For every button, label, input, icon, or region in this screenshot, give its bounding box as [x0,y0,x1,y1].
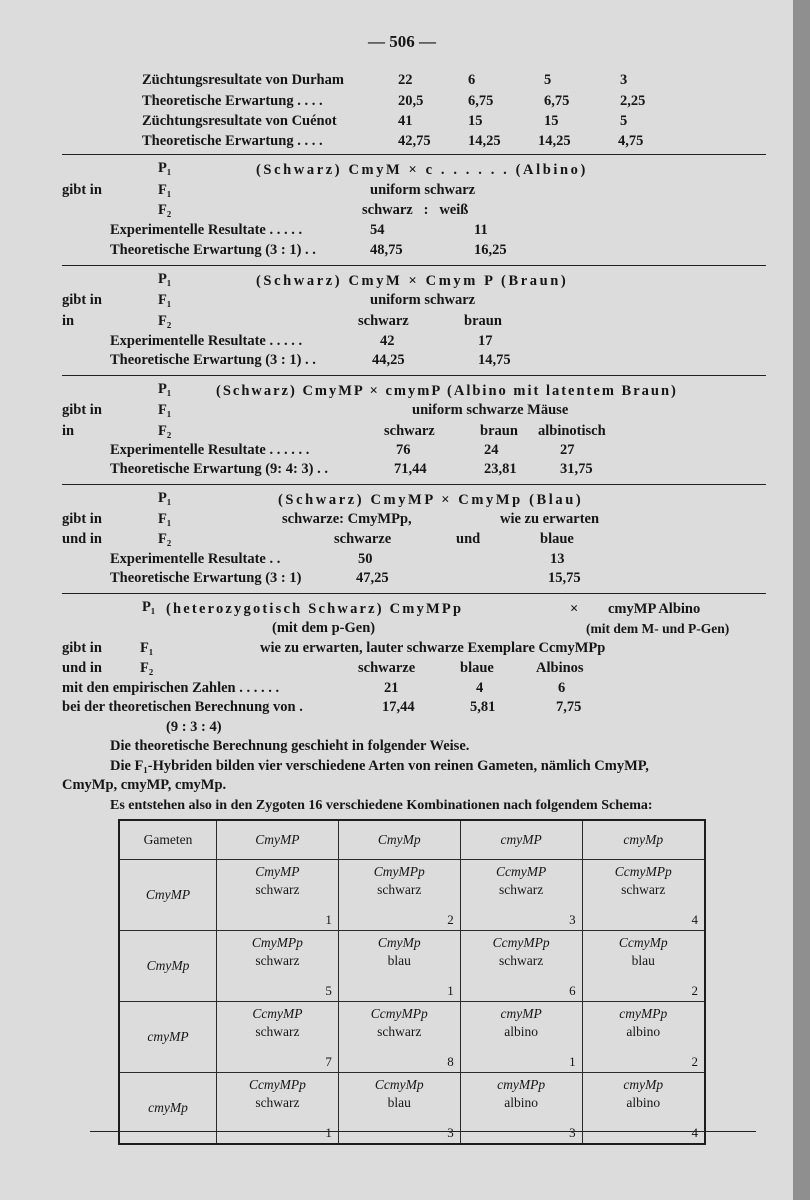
table-corner: Gameten [119,820,217,860]
c3-theo-v2: 23,81 [484,461,517,477]
cell-genotype: CcmyMp [618,935,668,950]
rule-bottom [90,1131,756,1132]
col-header-1: CmyMP [217,820,339,860]
cell-genotype: CcmyMPp [492,935,550,950]
table-cell [217,1073,339,1145]
c3-p1: P₁ [158,381,172,397]
cell-phenotype: schwarz [499,882,544,897]
table-cell [582,1073,705,1145]
c5-theo-v2: 5,81 [470,699,496,715]
col-header-2: CmyMp [338,820,460,860]
cell-phenotype: schwarz [255,1024,300,1039]
table-cell [460,1073,582,1145]
top-row-2-label: Theoretische Erwartung . . . . [142,93,323,109]
top-row-1-v4: 3 [620,72,628,88]
cell-phenotype: schwarz [255,953,300,968]
c3-gibt-in: gibt in [62,402,102,418]
c4-p1: P₁ [158,490,172,506]
cell-number: 1 [325,1125,332,1140]
c2-exp-v2: 17 [478,333,493,349]
top-row-1-v3: 5 [544,72,552,88]
rule-2 [62,265,766,266]
c1-f1-text: uniform schwarz [370,182,476,198]
table-cell [338,860,460,931]
c3-theo-v3: 31,75 [560,461,593,477]
c5-emp-label: mit den empirischen Zahlen . . . . . . [62,680,280,696]
c4-theo-label: Theoretische Erwartung (3 : 1) [110,570,302,586]
c3-f1: F₁ [158,402,172,418]
rule-5 [62,593,766,594]
para-3: Es entstehen also in den Zygoten 16 verschiedene Kombinationen nach folgendem Schema: [110,798,653,813]
cell-number: 2 [691,983,698,998]
table-cell [582,860,705,931]
top-row-3-v3: 15 [544,113,559,129]
c5-gibt-in: gibt in [62,640,102,656]
cell-phenotype: albino [626,1095,661,1110]
c1-f1: F₁ [158,182,172,198]
c3-theo-v1: 71,44 [394,461,427,477]
c5-emp-v2: 4 [476,680,484,696]
c5-und-in: und in [62,660,102,676]
c2-f2-col2: braun [464,313,502,329]
cell-phenotype: blau [387,953,411,968]
c3-exp-v3: 27 [560,442,575,458]
table-row [119,860,705,931]
c2-f1: F₁ [158,292,172,308]
c5-emp-v3: 6 [558,680,566,696]
cell-number: 2 [447,912,454,927]
c2-f1-text: uniform schwarz [370,292,476,308]
cell-phenotype: schwarz [499,953,544,968]
c4-f1-text: schwarze: CmyMPp, [282,511,412,527]
c2-theo-v1: 44,25 [372,352,405,368]
c5-f1: F₁ [140,640,154,656]
c2-theo-v2: 14,75 [478,352,511,368]
cell-genotype: cmyMp [623,1077,664,1092]
row-header-3: cmyMP [119,1002,217,1073]
c2-cross: (Schwarz) CmyM × Cmym P (Braun) [256,273,569,289]
c5-f2: F₂ [140,660,154,676]
c1-p1: P₁ [158,160,172,176]
cell-genotype: CmyMPp [373,864,425,879]
c5-f2-col2: blaue [460,660,494,676]
c1-exp-label: Experimentelle Resultate . . . . . [110,222,303,238]
c5-p1: P₁ [142,599,156,615]
gamete-table [118,819,706,1145]
cell-phenotype: schwarz [621,882,666,897]
c4-f2: F₂ [158,531,172,547]
top-row-2-v3: 6,75 [544,93,570,109]
top-row-4-v4: 4,75 [618,133,644,149]
c2-p1: P₁ [158,271,172,287]
table-cell [217,1002,339,1073]
rule-4 [62,484,766,485]
cell-phenotype: schwarz [255,882,300,897]
top-row-4-v1: 42,75 [398,133,431,149]
rule-1 [62,154,766,155]
cell-number: 2 [691,1054,698,1069]
cell-genotype: CcmyMp [374,1077,424,1092]
c4-f2-col3: blaue [540,531,574,547]
page-edge [793,0,810,1200]
c3-f2-col3: albinotisch [538,423,606,439]
c1-gibt-in: gibt in [62,182,102,198]
c5-note-left: (mit dem p-Gen) [272,620,376,636]
cell-number: 5 [325,983,332,998]
c4-cross: (Schwarz) CmyMP × CmyMp (Blau) [278,492,584,508]
c3-exp-v1: 76 [396,442,411,458]
cell-phenotype: schwarz [255,1095,300,1110]
row-header-2: CmyMp [119,931,217,1002]
cell-genotype: CcmyMPp [248,1077,306,1092]
table-cell [460,1002,582,1073]
cell-number: 3 [569,912,576,927]
c4-f2-col1: schwarze [334,531,392,547]
c5-theo-v1: 17,44 [382,699,415,715]
top-row-1-v1: 22 [398,72,413,88]
top-row-1-label: Züchtungsresultate von Durham [142,72,344,88]
cell-phenotype: schwarz [377,882,422,897]
c4-gibt-in: gibt in [62,511,102,527]
c2-exp-v1: 42 [380,333,395,349]
c1-theo-v1: 48,75 [370,242,403,258]
cell-genotype: cmyMPp [497,1077,546,1092]
c4-exp-label: Experimentelle Resultate . . [110,551,281,567]
cell-genotype: CmyMPp [251,935,303,950]
top-row-4-v2: 14,25 [468,133,501,149]
cell-number: 4 [691,1125,698,1140]
c1-theo-v2: 16,25 [474,242,507,258]
c3-cross: (Schwarz) CmyMP × cmymP (Albino mit latentem Braun) [216,383,678,399]
c4-exp-v1: 50 [358,551,373,567]
c3-f2-col2: braun [480,423,518,439]
cell-number: 1 [325,912,332,927]
table-cell [460,860,582,931]
c3-f2: F₂ [158,423,172,439]
cell-genotype: CmyMp [377,935,421,950]
c4-exp-v2: 13 [550,551,565,567]
c1-f2: F₂ [158,202,172,218]
c5-f2-col3: Albinos [536,660,584,676]
cell-number: 1 [447,983,454,998]
table-row [119,931,705,1002]
page-number: — 506 — [368,32,436,51]
cell-phenotype: blau [387,1095,411,1110]
c4-und-in: und in [62,531,102,547]
c3-f1-text: uniform schwarze Mäuse [412,402,569,418]
c1-f2-text: schwarz : weiß [362,202,469,218]
c3-f2-col1: schwarz [384,423,435,439]
cell-phenotype: blau [631,953,655,968]
c5-note-right: (mit dem M- und P-Gen) [586,621,730,636]
c4-f1: F₁ [158,511,172,527]
c4-theo-v2: 15,75 [548,570,581,586]
c4-f1-note: wie zu erwarten [500,511,600,527]
c1-exp-v1: 54 [370,222,385,238]
table-cell [338,1002,460,1073]
cell-number: 3 [569,1125,576,1140]
c2-gibt-in: gibt in [62,292,102,308]
cell-number: 7 [325,1054,332,1069]
table-row [119,1073,705,1145]
col-header-4: cmyMp [582,820,705,860]
c2-f2: F₂ [158,313,172,329]
top-row-3-label: Züchtungsresultate von Cuénot [142,113,337,129]
c5-theo-v3: 7,75 [556,699,582,715]
top-row-2-v4: 2,25 [620,93,646,109]
top-row-3-v2: 15 [468,113,483,129]
cell-number: 3 [447,1125,454,1140]
c1-cross: (Schwarz) CmyM × c . . . . . . (Albino) [256,162,588,178]
table-cell [217,860,339,931]
top-row-1-v2: 6 [468,72,476,88]
top-row-2-v2: 6,75 [468,93,494,109]
cell-number: 6 [569,983,576,998]
c4-f2-col2: und [456,531,481,547]
c5-f1-text: wie zu erwarten, lauter schwarze Exemplare CcmyMPp [260,640,606,656]
cell-phenotype: albino [504,1024,539,1039]
c2-f2-col1: schwarz [358,313,409,329]
cell-genotype: CcmyMPp [370,1006,428,1021]
para-1: Die theoretische Berechnung geschieht in folgender Weise. [110,738,470,754]
cell-genotype: CcmyMP [496,864,547,879]
cell-number: 8 [447,1054,454,1069]
c1-exp-v2: 11 [474,222,488,238]
c2-in: in [62,313,75,329]
c4-theo-v1: 47,25 [356,570,389,586]
cell-genotype: CcmyMPp [614,864,672,879]
c3-in: in [62,423,75,439]
c5-ratio: (9 : 3 : 4) [166,719,222,735]
para-2b: CmyMp, cmyMP, cmyMp. [62,777,227,793]
table-cell [217,931,339,1002]
rule-3 [62,375,766,376]
top-row-4-v3: 14,25 [538,133,571,149]
cell-genotype: CcmyMP [252,1006,303,1021]
table-row [119,1002,705,1073]
table-cell [338,931,460,1002]
c5-cross-right: cmyMP Albino [608,601,701,617]
table-cell [582,931,705,1002]
c5-cross: (heterozygotisch Schwarz) CmyMPp [166,601,464,617]
table-cell [582,1002,705,1073]
cell-number: 4 [691,912,698,927]
c3-theo-label: Theoretische Erwartung (9: 4: 3) . . [110,461,329,477]
top-row-3-v1: 41 [398,113,413,129]
para-2a: Die F₁-Hybriden bilden vier verschiedene Arten von reinen Gameten, nämlich CmyMP, [110,758,649,774]
col-header-3: cmyMP [460,820,582,860]
c5-times: × [570,601,579,617]
c5-emp-v1: 21 [384,680,399,696]
c3-exp-label: Experimentelle Resultate . . . . . . [110,442,310,458]
c2-exp-label: Experimentelle Resultate . . . . . [110,333,303,349]
table-cell [338,1073,460,1145]
cell-phenotype: schwarz [377,1024,422,1039]
table-cell [460,931,582,1002]
cell-phenotype: albino [504,1095,539,1110]
c5-theo-label: bei der theoretischen Berechnung von . [62,699,303,715]
c5-f2-col1: schwarze [358,660,416,676]
row-header-1: CmyMP [119,860,217,931]
top-row-3-v4: 5 [620,113,628,129]
top-row-4-label: Theoretische Erwartung . . . . [142,133,323,149]
c2-theo-label: Theoretische Erwartung (3 : 1) . . [110,352,316,368]
cell-number: 1 [569,1054,576,1069]
c3-exp-v2: 24 [484,442,499,458]
cell-genotype: cmyMP [500,1006,542,1021]
cell-genotype: cmyMPp [619,1006,668,1021]
c1-theo-label: Theoretische Erwartung (3 : 1) . . [110,242,316,258]
row-header-4: cmyMp [119,1073,217,1145]
top-row-2-v1: 20,5 [398,93,424,109]
cell-genotype: CmyMP [255,864,300,879]
cell-phenotype: albino [626,1024,661,1039]
